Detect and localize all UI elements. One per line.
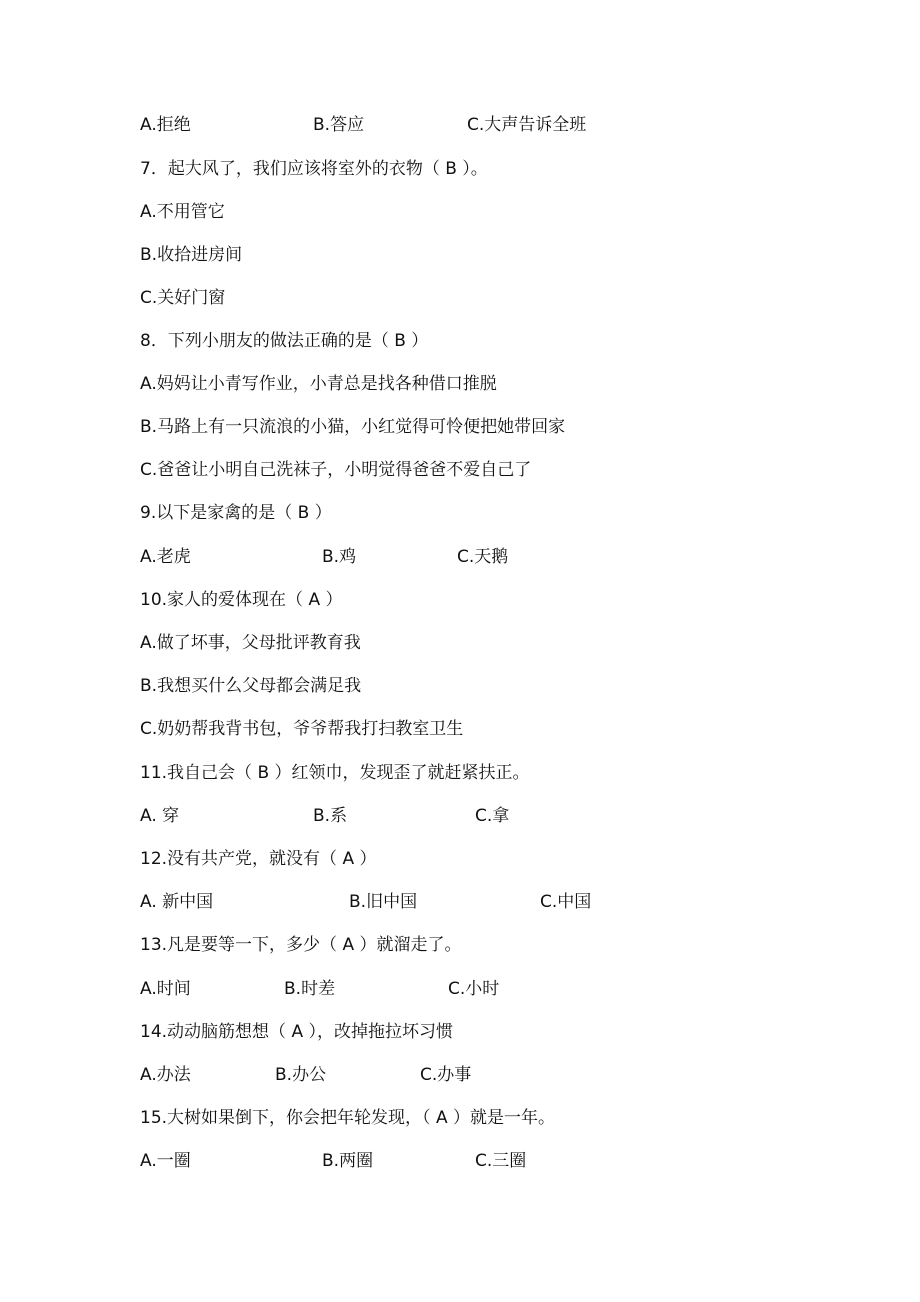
q13-option-a: A.时间 — [140, 979, 191, 999]
q8-option-c: C.爸爸让小明自己洗袜子，小明觉得爸爸不爱自己了 — [140, 460, 532, 480]
q10-question: 10.家人的爱体现在（ A ） — [140, 590, 343, 610]
q8-option-b: B.马路上有一只流浪的小猫，小红觉得可怜便把她带回家 — [140, 417, 566, 437]
q13-option-b: B.时差 — [284, 979, 336, 999]
q15-option-c: C.三圈 — [475, 1151, 527, 1171]
q10-option-a: A.做了坏事，父母批评教育我 — [140, 633, 361, 653]
q10-option-b: B.我想买什么父母都会满足我 — [140, 676, 362, 696]
q9-option-b: B.鸡 — [322, 547, 357, 567]
q15-question: 15.大树如果倒下，你会把年轮发现，（ A ）就是一年。 — [140, 1108, 555, 1128]
q14-option-b: B.办公 — [275, 1065, 327, 1085]
q9-question: 9.以下是家禽的是（ B ） — [140, 503, 332, 523]
q11-option-a: A. 穿 — [140, 806, 180, 826]
q13-option-c: C.小时 — [448, 979, 500, 999]
q8-question: 8．下列小朋友的做法正确的是（ B ） — [140, 331, 429, 351]
q7-question: 7．起大风了，我们应该将室外的衣物（ B ）。 — [140, 159, 488, 179]
q6-option-c: C.大声告诉全班 — [467, 115, 587, 135]
q12-question: 12.没有共产党，就没有（ A ） — [140, 849, 377, 869]
q11-option-b: B.系 — [313, 806, 348, 826]
q14-option-c: C.办事 — [420, 1065, 472, 1085]
q15-option-b: B.两圈 — [322, 1151, 374, 1171]
q13-question: 13.凡是要等一下，多少（ A ）就溜走了。 — [140, 935, 462, 955]
q9-option-a: A.老虎 — [140, 547, 191, 567]
q14-option-a: A.办法 — [140, 1065, 191, 1085]
q11-question: 11.我自己会（ B ）红领巾，发现歪了就赶紧扶正。 — [140, 763, 530, 783]
q12-option-a: A. 新中国 — [140, 892, 214, 912]
q15-option-a: A.一圈 — [140, 1151, 191, 1171]
q8-option-a: A.妈妈让小青写作业，小青总是找各种借口推脱 — [140, 374, 497, 394]
q6-option-a: A.拒绝 — [140, 115, 191, 135]
q10-option-c: C.奶奶帮我背书包，爷爷帮我打扫教室卫生 — [140, 719, 464, 739]
q9-option-c: C.天鹅 — [457, 547, 509, 567]
q7-option-a: A.不用管它 — [140, 202, 225, 222]
q7-option-b: B.收拾进房间 — [140, 245, 243, 265]
q12-option-c: C.中国 — [540, 892, 592, 912]
q14-question: 14.动动脑筋想想（ A ），改掉拖拉坏习惯 — [140, 1022, 453, 1042]
q11-option-c: C.拿 — [475, 806, 510, 826]
q12-option-b: B.旧中国 — [349, 892, 418, 912]
q7-option-c: C.关好门窗 — [140, 288, 226, 308]
q6-option-b: B.答应 — [313, 115, 365, 135]
